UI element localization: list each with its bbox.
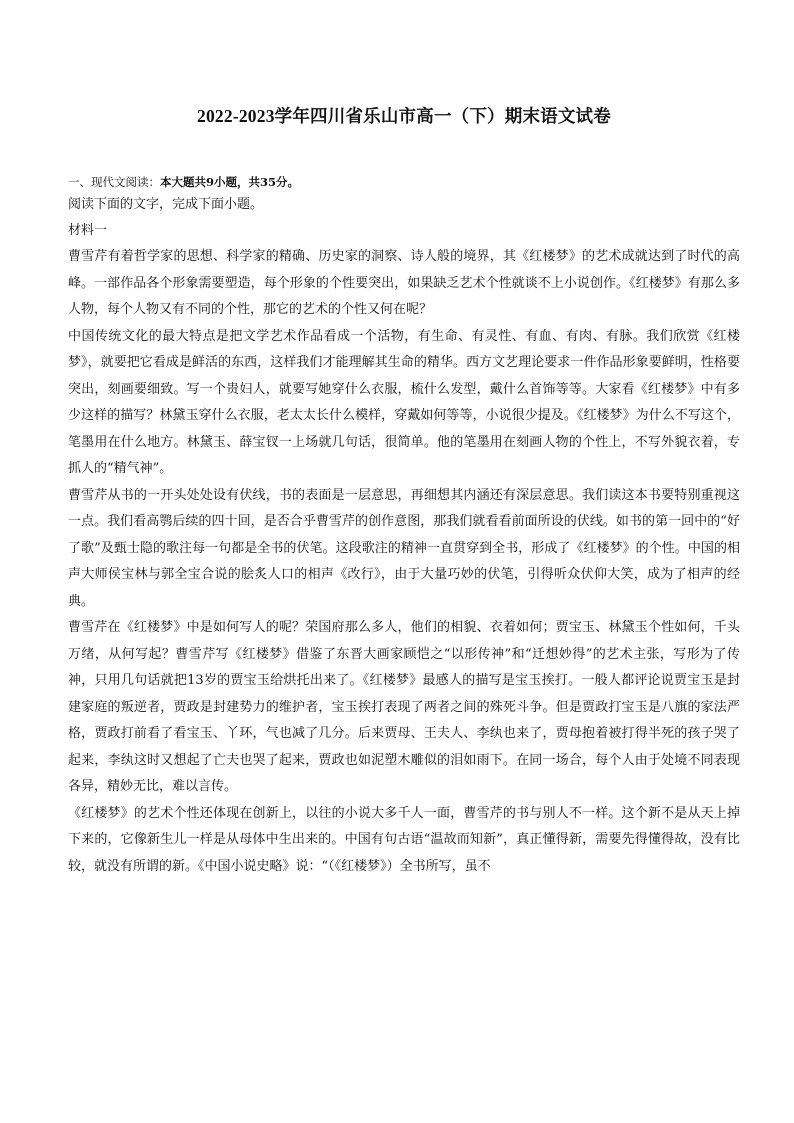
paragraph: 曹雪芹从书的一开头处处设有伏线，书的表面是一层意思，再细想其内涵还有深层意思。我们读这本书要特别重视这一点。我们看高鹗后续的四十回，是否合乎曹雪芹的创作意图，那我们就看看前面所设的伏线。如书的第一回中的“好了歌”及甄士隐的歌注每一句都是全书的伏笔。这段歌注的精神一直贯穿到全书，形成了《红楼梦》的个性。中国的相声大师侯宝林与郭全宝合说的脍炙人口的相声《改行》，由于大量巧妙的伏笔，引得听众伏仰大笑，成为了相声的经典。 xyxy=(68,487,740,609)
material-label: 材料一 xyxy=(68,223,108,238)
paragraph: 曹雪芹有着哲学家的思想、科学家的精确、历史家的洞察、诗人般的境界，其《红楼梦》的艺术成就达到了时代的高峰。一部作品各个形象需要塑造，每个形象的个性要突出，如果缺乏艺术个性就谈不上小说创作。《红楼梦》有那么多人物，每个人物又有不同的个性，那它的艺术的个性又何在呢？ xyxy=(68,249,740,317)
paragraph: 曹雪芹在《红楼梦》中是如何写人的呢？荣国府那么多人，他们的相貌、衣着如何；贾宝玉、林黛玉个性如何，千头万绪，从何写起？曹雪芹写《红楼梦》借鉴了东晋大画家顾恺之“以形传神”和“迁想妙得”的艺术主张，写形为了传神，只用几句话就把13岁的贾宝玉给烘托出来了。《红楼梦》最感人的描写是宝玉挨打。一般人都评论说贾宝玉是封建家庭的叛逆者，贾政是封建势力的维护者，宝玉挨打表现了两者之间的殊死斗争。但是贾政打宝玉是八旗的家法严格，贾政打前看了看宝玉、丫环，气也减了几分。后来贾母、王夫人、李纨也来了，贾母抱着被打得半死的孩子哭了起来，李纨这时又想起了亡夫也哭了起来，贾政也如泥塑木雕似的泪如雨下。在同一场合，每个人由于处境不同表现各异，精妙无比，难以言传。 xyxy=(68,620,740,794)
section-heading-prefix: 一、现代文阅读： xyxy=(68,175,160,189)
document-title: 2022-2023学年四川省乐山市高一（下）期末语文试卷 xyxy=(197,106,611,126)
paragraph: 《红楼梦》的艺术个性还体现在创新上，以往的小说大多千人一面，曹雪芹的书与别人不一样。这个新不是从天上掉下来的，它像新生儿一样是从母体中生出来的。中国有句古语“温故而知新”，真正懂得新，需要先得懂得故，没有比较，就没有所谓的新。《中国小说史略》说：“（《红楼梦》）全书所写，虽不 xyxy=(68,805,740,874)
section-heading-detail: 本大题共9小题，共35分。 xyxy=(160,175,300,189)
instruction-text: 阅读下面的文字，完成下面小题。 xyxy=(68,197,264,212)
paragraph: 中国传统文化的最大特点是把文学艺术作品看成一个活物，有生命、有灵性、有血、有肉、有脉。我们欣赏《红楼梦》，就要把它看成是鲜活的东西，这样我们才能理解其生命的精华。西方文艺理论要求一件作品形象要鲜明，性格要突出，刻画要细致。写一个贵妇人，就要写她穿什么衣服，梳什么发型，戴什么首饰等等。大家看《红楼梦》中有多少这样的描写？林黛玉穿什么衣服，老太太长什么模样，穿戴如何等等，小说很少提及。《红楼梦》为什么不写这个，笔墨用在什么地方。林黛玉、薛宝钗一上场就几句话，很简单。他的笔墨用在刻画人物的个性上，不写外貌衣着，专抓人的“精气神”。 xyxy=(68,328,740,476)
section-heading xyxy=(68,172,740,192)
